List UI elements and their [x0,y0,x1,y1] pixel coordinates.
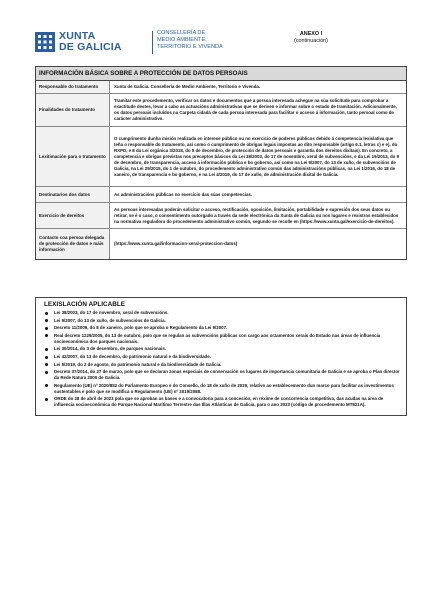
annex-label [281,31,341,45]
list-item: Lei 42/2007, do 13 de decembro, do patrimonio natural e da biodiversidade. [42,354,402,360]
row-label: Finalidades do tratamento [36,94,110,126]
row-label: Contacto coa persoa delegada de protección de datos e máis información [36,229,110,259]
list-item: Lei 30/2014, do 3 de decembro, de parques nacionais. [42,346,402,352]
legislation-list [42,310,402,408]
table-title: INFORMACIÓN BÁSICA SOBRE A PROTECCIÓN DE DATOS PERSOAIS [36,67,406,81]
row-text: Tramitar este procedemento, verificar os datos e documentos que a persoa interesada achegue na súa solicitude para comprobar a exactitude destes, levar a cabo as actuacións administrativas que se deriven e informar sobre o estado de tramitación. Adicionalmente, os datos persoais incluídos na Carpeta cidadá de cada persoa interesada para facilitar o acceso á información, tanto persoal como de carácter administrativo. [114,98,397,121]
table-row [36,187,406,203]
table-row [36,127,406,187]
logo-divider [152,31,153,54]
table-row [36,203,406,229]
row-label: Exercicio de dereitos [36,203,110,228]
dept-line-2: MEDIO AMBIENTE, [157,37,207,43]
department-name [157,30,223,51]
xunta-logo-icon [35,32,55,52]
dept-line-3: TERRITORIO E VIVENDA [157,44,223,50]
list-item: Decreto 11/2009, do 8 de xaneiro, polo que se aproba o Regulamento da Lei 9/2007. [42,325,402,331]
list-item: Lei 38/2003, do 17 de novembro, xeral de subvencións. [42,310,402,316]
list-item: ORDE do 28 de abril de 2023 pola que se aproban as bases e a convocatoria para a concesión, en réxime de concorrencia competitiva, das axudas na área de influencia socioeconómica do Parque Nacional Marítimo Terrestre das Illas Atlánticas de Galicia, para o ano 2023 (código de procedemento MT821A). [42,396,402,408]
table-row [36,229,406,259]
logo-line-1: XUNTA [59,30,96,42]
list-item: Decreto 37/2014, do 27 de marzo, polo que se declaran zonas especiais de conservación os lugares de importancia comunitaria de Galicia e se aproba o Plan director da Rede Natura 2000 de Galicia. [42,369,402,381]
row-label: Responsable do tratamento [36,81,110,93]
annex-title: ANEXO I [299,31,323,37]
logo-line-2: DE GALICIA [59,41,122,53]
annex-subtitle: (continuación) [294,38,328,44]
row-label: Destinatarios dos datos [36,187,110,202]
list-item: Lei 5/2019, do 2 de agosto, do patrimonio natural e da biodiversidade de Galicia. [42,362,402,368]
row-label: Lexitimación para o tratamento [36,127,110,186]
list-item: Regulamento (UE) nº 2020/852 do Parlamento Europeo e do Consello, do 18 de xuño de 2020, relativo ao establecemento dun marco para facilitar as investimentos sustentables e polo que se modifica o Regulamento (UE) nº 2019/2088. [42,383,402,395]
row-text: O cumprimento dunha misión realizada en interese público ou no exercicio de poderes públicos debido á competencia lexislativa que teña o responsable do tratamento, así como o cumprimento de obrigas legais impostas ao dito responsable (artigo 6.1, letras c) e e), do RXPD, e 8 da Lei orgánica 3/2018, do 5 de decembro, de protección de datos persoais e garantía dos dereitos dixitais). En concreto, a competencia e obrigas previstas nos preceptos básicos da Lei 38/2003, do 17 de novembro, xeral de subvencións, e da Lei 19/2013, do 9 de decembro, de transparencia, acceso á información pública e bo goberno, así como na Lei 9/2007, do 13 de xuño, de subvencións de Galicia, na Lei 29/2015, do 1 de outubro, do procedemento administrativo común das administracións públicas, na Lei 1/2016, do 18 de xaneiro, de transparencia e bo goberno, e na Lei 4/2019, do 17 de xullo, de administración dixital de Galicia. [114,135,400,177]
table-row [36,81,406,94]
row-text: (https://www.xunta.gal/informacion-xeral-proteccion-datos) [114,241,238,246]
list-item: Lei 9/2007, do 13 de xuño, de subvencións de Galicia. [42,318,402,324]
row-text: As administracións públicas no exercicio das súas competencias. [114,191,253,197]
dept-line-1: CONSELLERÍA DE [157,30,206,36]
list-item: Real decreto 1229/2005, do 13 de outubro, polo que se regulan as subvencións públicas con cargo aos orzamentos xerais do Estado nas áreas de influencia socioeconómica dos parques nacionais. [42,333,402,345]
row-text: Xunta de Galicia. Consellería de Medio Ambiente, Territorio e Vivenda. [114,84,261,89]
legislation-title: LEXISLACIÓN APLICABLE [44,301,126,308]
xunta-logo-text [59,31,122,53]
data-protection-table [35,66,407,260]
row-text: As persoas interesadas poderán solicitar o acceso, rectificación, oposición, limitación, portabilidade e supresión dos seus datos ou retirar, se é o caso, o consentimento outorgado a través da sede electrónica da Xunta de Galicia ou nos lugares e rexistros establecidos na normativa reguladora do procedemento administrativo común, segundo se recolle en (https://www.xunta.gal/exercicio-de-dereitos). [114,206,399,224]
table-row [36,94,406,127]
legislation-section [35,297,407,416]
document-header [35,30,415,56]
